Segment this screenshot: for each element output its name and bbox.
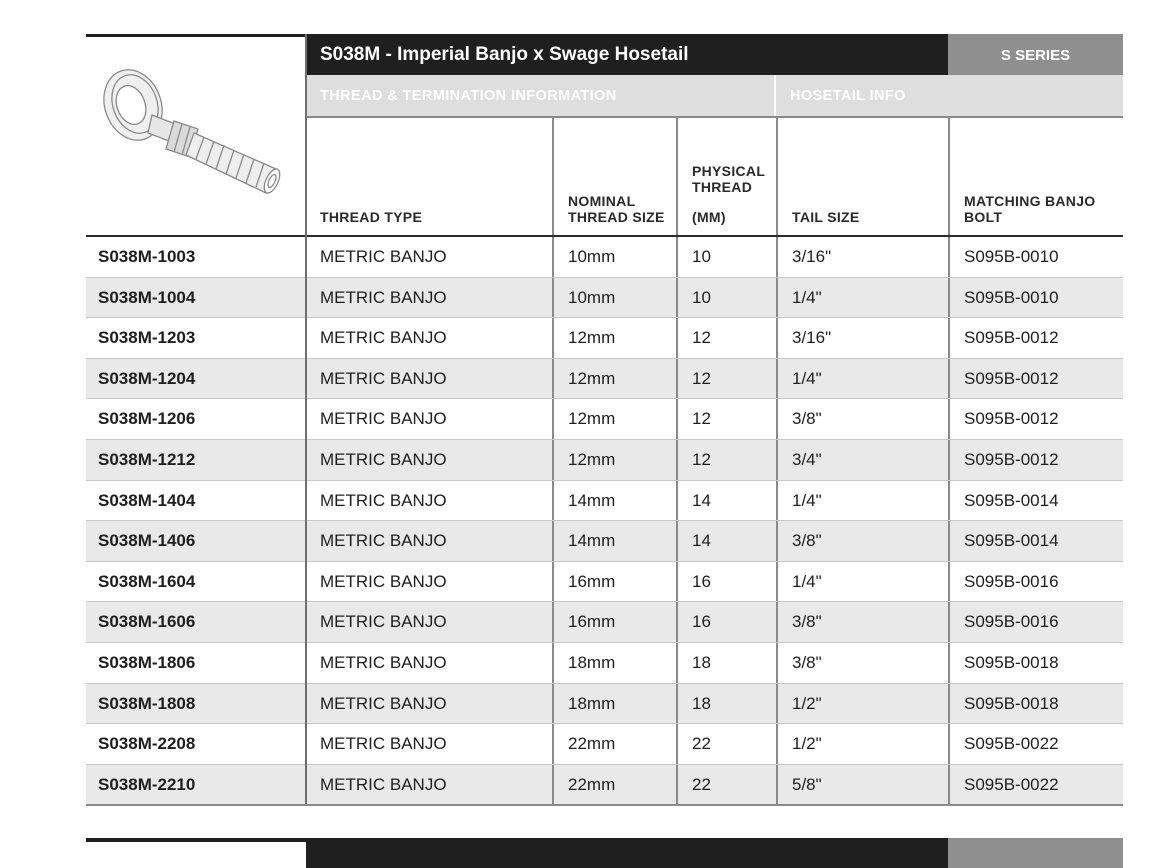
nominal-thread-size-cell: 18mm	[552, 684, 676, 724]
tail-size-cell: 3/8"	[776, 602, 948, 642]
thread-type-cell: METRIC BANJO	[320, 652, 447, 672]
thread-type-cell: METRIC BANJO	[320, 247, 447, 266]
column-header-label: THREAD TYPE	[320, 209, 423, 225]
tail-size-cell: 1/4"	[776, 278, 948, 318]
thread-type-cell: METRIC BANJO	[320, 287, 447, 307]
thread-type-cell: METRIC BANJO	[320, 409, 447, 429]
matching-banjo-bolt-cell: S095B-0018	[948, 684, 1123, 724]
table-row	[86, 643, 1123, 684]
physical-thread-cell: 22	[676, 724, 776, 764]
part-number-cell: S038M-1003	[98, 247, 196, 266]
thread-type-cell: METRIC BANJO	[320, 774, 447, 794]
thread-type-cell: METRIC BANJO	[320, 490, 447, 510]
matching-banjo-bolt-cell: S095B-0010	[948, 237, 1123, 277]
column-header-label: PHYSICAL	[692, 163, 766, 179]
thread-type-cell: METRIC BANJO	[320, 693, 447, 713]
physical-thread-cell: 18	[676, 684, 776, 724]
thread-type-cell: METRIC BANJO	[320, 531, 447, 551]
series-badge: S SERIES	[948, 34, 1123, 75]
part-number-cell: S038M-1604	[98, 571, 196, 591]
part-number-cell: S038M-1808	[98, 693, 196, 713]
nominal-thread-size-cell: 10mm	[552, 237, 676, 277]
part-number-cell: S038M-2208	[98, 734, 196, 754]
tail-size-cell: 3/8"	[776, 521, 948, 561]
nominal-thread-size-cell: 14mm	[552, 481, 676, 521]
matching-banjo-bolt-cell: S095B-0012	[948, 359, 1123, 399]
thread-type-cell: METRIC BANJO	[320, 734, 447, 754]
matching-banjo-bolt-cell: S095B-0022	[948, 724, 1123, 764]
next-table-rule	[86, 838, 306, 842]
part-number-cell: S038M-1806	[98, 652, 196, 672]
nominal-thread-size-cell: 10mm	[552, 278, 676, 318]
column-header-row	[306, 116, 1123, 237]
column-header-nominal-thread-size	[552, 118, 676, 235]
matching-banjo-bolt-cell: S095B-0014	[948, 521, 1123, 561]
table-title: S038M - Imperial Banjo x Swage Hosetail	[306, 34, 948, 75]
matching-banjo-bolt-cell: S095B-0022	[948, 765, 1123, 805]
table-row	[86, 399, 1123, 440]
physical-thread-cell: 16	[676, 602, 776, 642]
physical-thread-cell: 22	[676, 765, 776, 805]
nominal-thread-size-cell: 12mm	[552, 359, 676, 399]
nominal-thread-size-cell: 12mm	[552, 399, 676, 439]
nominal-thread-size-cell: 22mm	[552, 765, 676, 805]
thread-type-cell: METRIC BANJO	[320, 328, 447, 348]
tail-size-cell: 3/16"	[776, 237, 948, 277]
physical-thread-cell: 12	[676, 399, 776, 439]
column-header-label: TAIL SIZE	[792, 209, 860, 225]
nominal-thread-size-cell: 22mm	[552, 724, 676, 764]
matching-banjo-bolt-cell: S095B-0010	[948, 278, 1123, 318]
tail-size-cell: 1/2"	[776, 724, 948, 764]
group-thread-termination: THREAD & TERMINATION INFORMATION	[306, 75, 776, 116]
physical-thread-cell: 18	[676, 643, 776, 683]
tail-size-cell: 3/16"	[776, 318, 948, 358]
banjo-fitting-icon	[86, 37, 306, 235]
table-row	[86, 481, 1123, 522]
table-row	[86, 684, 1123, 725]
thread-type-cell: METRIC BANJO	[320, 368, 447, 388]
column-header-matching-banjo-bolt	[948, 118, 1123, 235]
table-row	[86, 318, 1123, 359]
physical-thread-cell: 10	[676, 237, 776, 277]
tail-size-cell: 3/8"	[776, 399, 948, 439]
physical-thread-cell: 14	[676, 521, 776, 561]
nominal-thread-size-cell: 12mm	[552, 318, 676, 358]
physical-thread-cell: 10	[676, 278, 776, 318]
part-number-cell: S038M-1406	[98, 531, 196, 551]
physical-thread-cell: 16	[676, 562, 776, 602]
thread-type-cell: METRIC BANJO	[320, 449, 447, 469]
nominal-thread-size-cell: 12mm	[552, 440, 676, 480]
table-row	[86, 359, 1123, 400]
table-row	[86, 602, 1123, 643]
nominal-thread-size-cell: 16mm	[552, 562, 676, 602]
table-row	[86, 521, 1123, 562]
part-number-cell: S038M-1004	[98, 287, 196, 307]
column-header-physical-thread	[676, 118, 776, 235]
column-header-label: NOMINAL	[568, 193, 636, 209]
tail-size-cell: 3/4"	[776, 440, 948, 480]
next-table-series-bar	[948, 838, 1123, 868]
table-body	[86, 237, 1123, 805]
part-number-cell: S038M-1212	[98, 449, 196, 469]
column-header-label: THREAD SIZE	[568, 209, 665, 225]
physical-thread-cell: 12	[676, 318, 776, 358]
column-divider-main	[305, 34, 307, 804]
part-number-cell: S038M-1404	[98, 490, 196, 510]
matching-banjo-bolt-cell: S095B-0018	[948, 643, 1123, 683]
group-hosetail-info: HOSETAIL INFO	[776, 75, 1123, 116]
column-header-label: (MM)	[692, 209, 726, 225]
nominal-thread-size-cell: 14mm	[552, 521, 676, 561]
table-row	[86, 562, 1123, 603]
physical-thread-cell: 12	[676, 359, 776, 399]
tail-size-cell: 3/8"	[776, 643, 948, 683]
product-image-cell	[86, 37, 306, 237]
thread-type-cell: METRIC BANJO	[320, 571, 447, 591]
table-row	[86, 237, 1123, 278]
tail-size-cell: 1/4"	[776, 562, 948, 602]
column-header-label: MATCHING BANJO	[964, 193, 1096, 209]
matching-banjo-bolt-cell: S095B-0014	[948, 481, 1123, 521]
nominal-thread-size-cell: 18mm	[552, 643, 676, 683]
part-number-cell: S038M-1204	[98, 368, 196, 388]
column-header-tail-size	[776, 118, 948, 235]
matching-banjo-bolt-cell: S095B-0012	[948, 440, 1123, 480]
thread-type-cell: METRIC BANJO	[320, 612, 447, 632]
table-row	[86, 724, 1123, 765]
matching-banjo-bolt-cell: S095B-0016	[948, 602, 1123, 642]
next-table-title-bar	[306, 838, 948, 868]
matching-banjo-bolt-cell: S095B-0012	[948, 318, 1123, 358]
tail-size-cell: 1/2"	[776, 684, 948, 724]
nominal-thread-size-cell: 16mm	[552, 602, 676, 642]
table-row	[86, 278, 1123, 319]
column-header-thread-type	[306, 118, 552, 235]
matching-banjo-bolt-cell: S095B-0012	[948, 399, 1123, 439]
column-header-label: BOLT	[964, 209, 1003, 225]
physical-thread-cell: 14	[676, 481, 776, 521]
matching-banjo-bolt-cell: S095B-0016	[948, 562, 1123, 602]
part-number-cell: S038M-1606	[98, 612, 196, 632]
tail-size-cell: 1/4"	[776, 359, 948, 399]
part-number-cell: S038M-1203	[98, 328, 196, 348]
part-number-cell: S038M-2210	[98, 774, 196, 794]
tail-size-cell: 5/8"	[776, 765, 948, 805]
column-header-label: THREAD	[692, 179, 753, 195]
part-number-cell: S038M-1206	[98, 409, 196, 429]
physical-thread-cell: 12	[676, 440, 776, 480]
table-row	[86, 765, 1123, 806]
table-bottom-rule	[86, 804, 1123, 806]
tail-size-cell: 1/4"	[776, 481, 948, 521]
table-row	[86, 440, 1123, 481]
